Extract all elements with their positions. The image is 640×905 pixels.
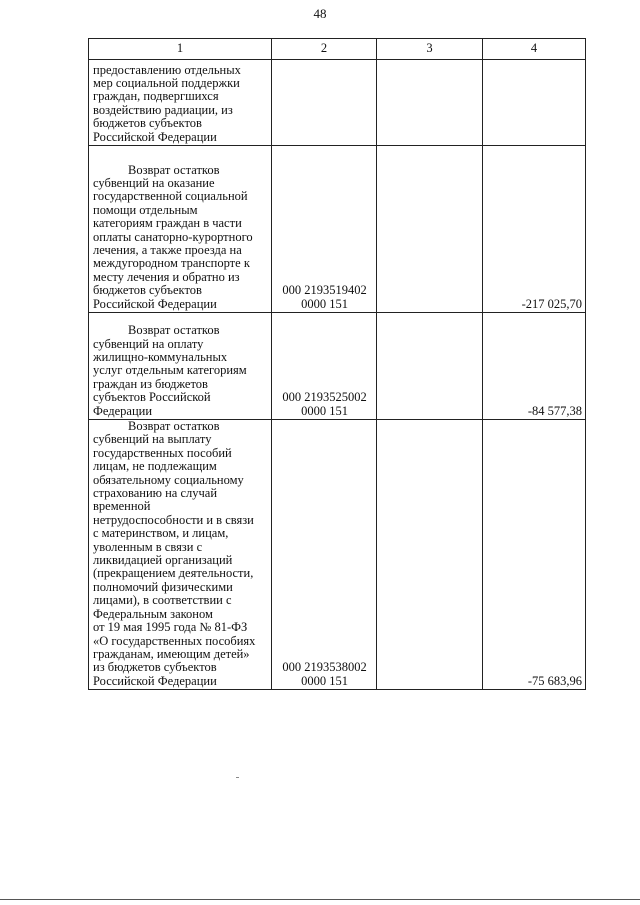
description-line: гражданам, имеющим детей» bbox=[93, 646, 250, 661]
column-header-1: 1 bbox=[89, 39, 272, 60]
code-line-1: 000 2193525002 bbox=[282, 390, 367, 405]
row-code bbox=[272, 60, 377, 146]
description-line: бюджетов субъектов bbox=[93, 283, 202, 298]
budget-table bbox=[88, 38, 586, 690]
description-line: бюджетов субъектов bbox=[93, 116, 202, 131]
code-line-2: 0000 151 bbox=[301, 673, 348, 688]
description-line: междугородном транспорте к bbox=[93, 256, 250, 271]
column-header-3: 3 bbox=[377, 39, 483, 60]
description-line: нетрудоспособности и в связи bbox=[93, 512, 254, 527]
page-number: 48 bbox=[313, 6, 327, 21]
row-column-3 bbox=[377, 420, 483, 690]
row-description bbox=[89, 420, 272, 690]
row-column-3 bbox=[377, 313, 483, 420]
description-line: Российской Федерации bbox=[93, 129, 217, 144]
code-line-1: 000 2193519402 bbox=[282, 283, 367, 298]
description-line: субвенций на оказание bbox=[93, 175, 215, 190]
row-description bbox=[89, 313, 272, 420]
description-line: ликвидацией организаций bbox=[93, 553, 233, 568]
description-line: Российской Федерации bbox=[93, 296, 217, 311]
table-row bbox=[89, 420, 586, 690]
description-line: мер социальной поддержки bbox=[93, 75, 240, 90]
description-line: оплаты санаторно-курортного bbox=[93, 229, 253, 244]
column-header-2: 2 bbox=[272, 39, 377, 60]
row-amount: -217 025,70 bbox=[483, 146, 586, 313]
table-row bbox=[89, 146, 586, 313]
row-code bbox=[272, 146, 377, 313]
description-line: Российской Федерации bbox=[93, 673, 217, 688]
row-amount bbox=[483, 60, 586, 146]
table-row bbox=[89, 313, 586, 420]
description-line: уволенным в связи с bbox=[93, 539, 203, 554]
row-amount: -84 577,38 bbox=[483, 313, 586, 420]
description-line: временной bbox=[93, 499, 151, 514]
description-line: от 19 мая 1995 года № 81-ФЗ bbox=[93, 620, 248, 635]
description-line: государственной социальной bbox=[93, 189, 248, 204]
description-line: «О государственных пособиях bbox=[93, 633, 256, 648]
row-column-3 bbox=[377, 146, 483, 313]
description-line: Возврат остатков bbox=[128, 419, 220, 433]
description-line: субвенций на оплату bbox=[93, 336, 204, 351]
description-line: лицам, не подлежащим bbox=[93, 459, 217, 474]
table-row bbox=[89, 60, 586, 146]
scan-speck bbox=[236, 777, 239, 778]
description-line: Федерации bbox=[93, 403, 153, 418]
table-header-row bbox=[89, 39, 586, 60]
page-bottom-edge bbox=[0, 899, 640, 900]
row-code bbox=[272, 313, 377, 420]
row-description bbox=[89, 60, 272, 146]
description-line: граждан из бюджетов bbox=[93, 376, 208, 391]
code-line-2: 0000 151 bbox=[301, 296, 348, 311]
description-line: государственных пособий bbox=[93, 445, 232, 460]
description-line: с материнством, и лицам, bbox=[93, 526, 229, 541]
description-line: жилищно-коммунальных bbox=[93, 349, 228, 364]
description-line: воздействию радиации, из bbox=[93, 102, 233, 117]
description-line: обязательному социальному bbox=[93, 472, 244, 487]
code-line-1: 000 2193538002 bbox=[282, 660, 367, 675]
description-line: страхованию на случай bbox=[93, 486, 218, 501]
description-line: Федеральным законом bbox=[93, 606, 213, 621]
description-line: предоставлению отдельных bbox=[93, 62, 241, 77]
row-code bbox=[272, 420, 377, 690]
row-amount: -75 683,96 bbox=[483, 420, 586, 690]
description-line: (прекращением деятельности, bbox=[93, 566, 254, 581]
description-line: граждан, подвергшихся bbox=[93, 89, 219, 104]
description-line: услуг отдельным категориям bbox=[93, 363, 247, 378]
description-line: субвенций на выплату bbox=[93, 432, 212, 447]
description-line: месту лечения и обратно из bbox=[93, 269, 240, 284]
description-line: Возврат остатков bbox=[128, 162, 220, 177]
row-description bbox=[89, 146, 272, 313]
row-column-3 bbox=[377, 60, 483, 146]
description-line: Возврат остатков bbox=[128, 323, 220, 338]
description-line: полномочий физическими bbox=[93, 579, 233, 594]
description-line: помощи отдельным bbox=[93, 202, 198, 217]
description-line: из бюджетов субъектов bbox=[93, 660, 217, 675]
description-line: лицами), в соответствии с bbox=[93, 593, 232, 608]
column-header-4: 4 bbox=[483, 39, 586, 60]
description-line: категориям граждан в части bbox=[93, 216, 242, 231]
description-line: субъектов Российской bbox=[93, 390, 211, 405]
code-line-2: 0000 151 bbox=[301, 403, 348, 418]
description-line: лечения, а также проезда на bbox=[93, 242, 242, 257]
